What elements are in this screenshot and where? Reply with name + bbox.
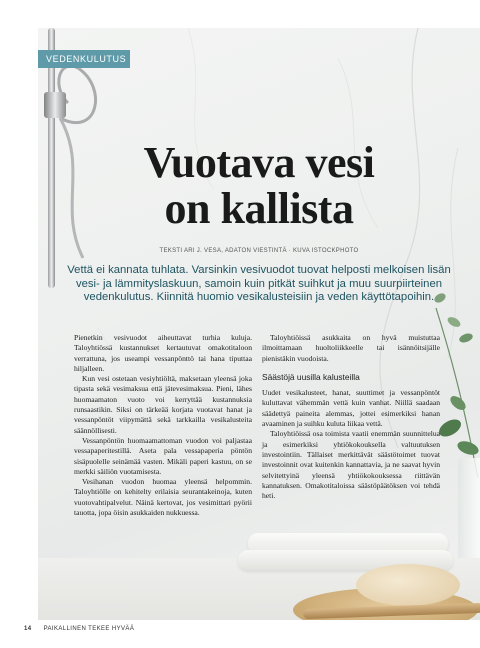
body-paragraph: Vessanpöntön huomaamattoman vuodon voi paljastaa vessapaperitestillä. Aseta pala vessapaperia pöntön sisäpuolelle seinämää vasten. Mikäli paperi kastuu, on se merkki säiliön vuotamisesta. [74,435,252,476]
body-paragraph: Pienetkin vesivuodot aiheuttavat turhia kuluja. Taloyhtiössä kustannukset kertautuvat omakotitaloon verrattuna, jos useampi vessanpönttö tai hana tiputtaa hiljalleen. [74,333,252,373]
bath-sponge [356,564,460,606]
byline: TEKSTI ARI J. VESA, ADATON VIESTINTÄ · KUVA ISTOCKPHOTO [159,248,359,254]
title-line-2: on kallista [164,184,354,233]
shower-head-holder [44,92,66,118]
page-number: 14 [24,626,32,632]
bathroom-photo [38,28,480,620]
body-paragraph: Uudet vesikalusteet, hanat, suuttimet ja vessanpöntöt kuluttavat vähemmän vettä kuin vanhat. Niillä saadaan säädettyä paineita alemmas, jottei esimerkiksi hanan avaaminen ja suihku kuluta liikaa vettä. [262,388,440,429]
right-column [262,333,440,501]
body-paragraph: Taloyhtiöissä osa toimista vaatii enemmän suunnittelua ja esimerkiksi yhtiökokouksella valtuutuksen investointiin. Tällaiset merkittävät säästötoimet tuovat investoinnit ovat kuitenkin kannattavia, ja ne saavat hyvin selvitettyinä yleensä yhtiökokouksessa riittävän kannatuksen. Omakotitaloissa säästöpäätöksen voi tehdä heti. [262,429,440,501]
body-paragraph: Kun vesi ostetaan vesiyhtiöltä, maksetaan yleensä joka tipasta sekä vesimaksua että jätevesimaksua. Pieni, lähes huomaamaton vuoto voi kerryttää kustannuksia runsaastikin. Siksi on tärkeää korjata vuotavat hanat ja vessanpöntöt viipymättä sekä tarkkailla vesikalusteita säännöllisesti. [74,374,252,435]
title-line-1: Vuotava vesi [143,138,375,187]
left-column [74,333,252,518]
lead-paragraph: Vettä ei kannata tuhlata. Varsinkin vesivuodot tuovat helposti melkoisen lisän vesi- ja lämmityslaskuun, samoin kuin pitkät suihkut ja muu suurpiirteinen vedenkulutus. Kiinnitä huomio vesikalusteisiin ja veden käyttötapoihin. [67,264,451,304]
publication-name: PAIKALLINEN TEKEE HYVÄÄ [43,626,135,632]
article-title [38,140,480,232]
body-paragraph: Taloyhtiöissä asukkaita on hyvä muistuttaa ilmoittamaan huoltoliikkeelle tai isännöitsijälle pienistäkin vuodoista. [262,333,440,363]
body-paragraph: Vesihanan vuodon huomaa yleensä helpommin. Taloyhtiölle on kehitelty erilaisia seurantakeinoja, kuten vuotovahtipalvelut. Näinä kertovat, jos vesimittari pyörii tauotta, jopa öisin asukkaiden nukkuessa. [74,477,252,518]
subheading: Säästöjä uusilla kalusteilla [262,371,360,382]
page-footer [24,626,134,632]
section-tag: VEDENKULUTUS [38,50,130,68]
